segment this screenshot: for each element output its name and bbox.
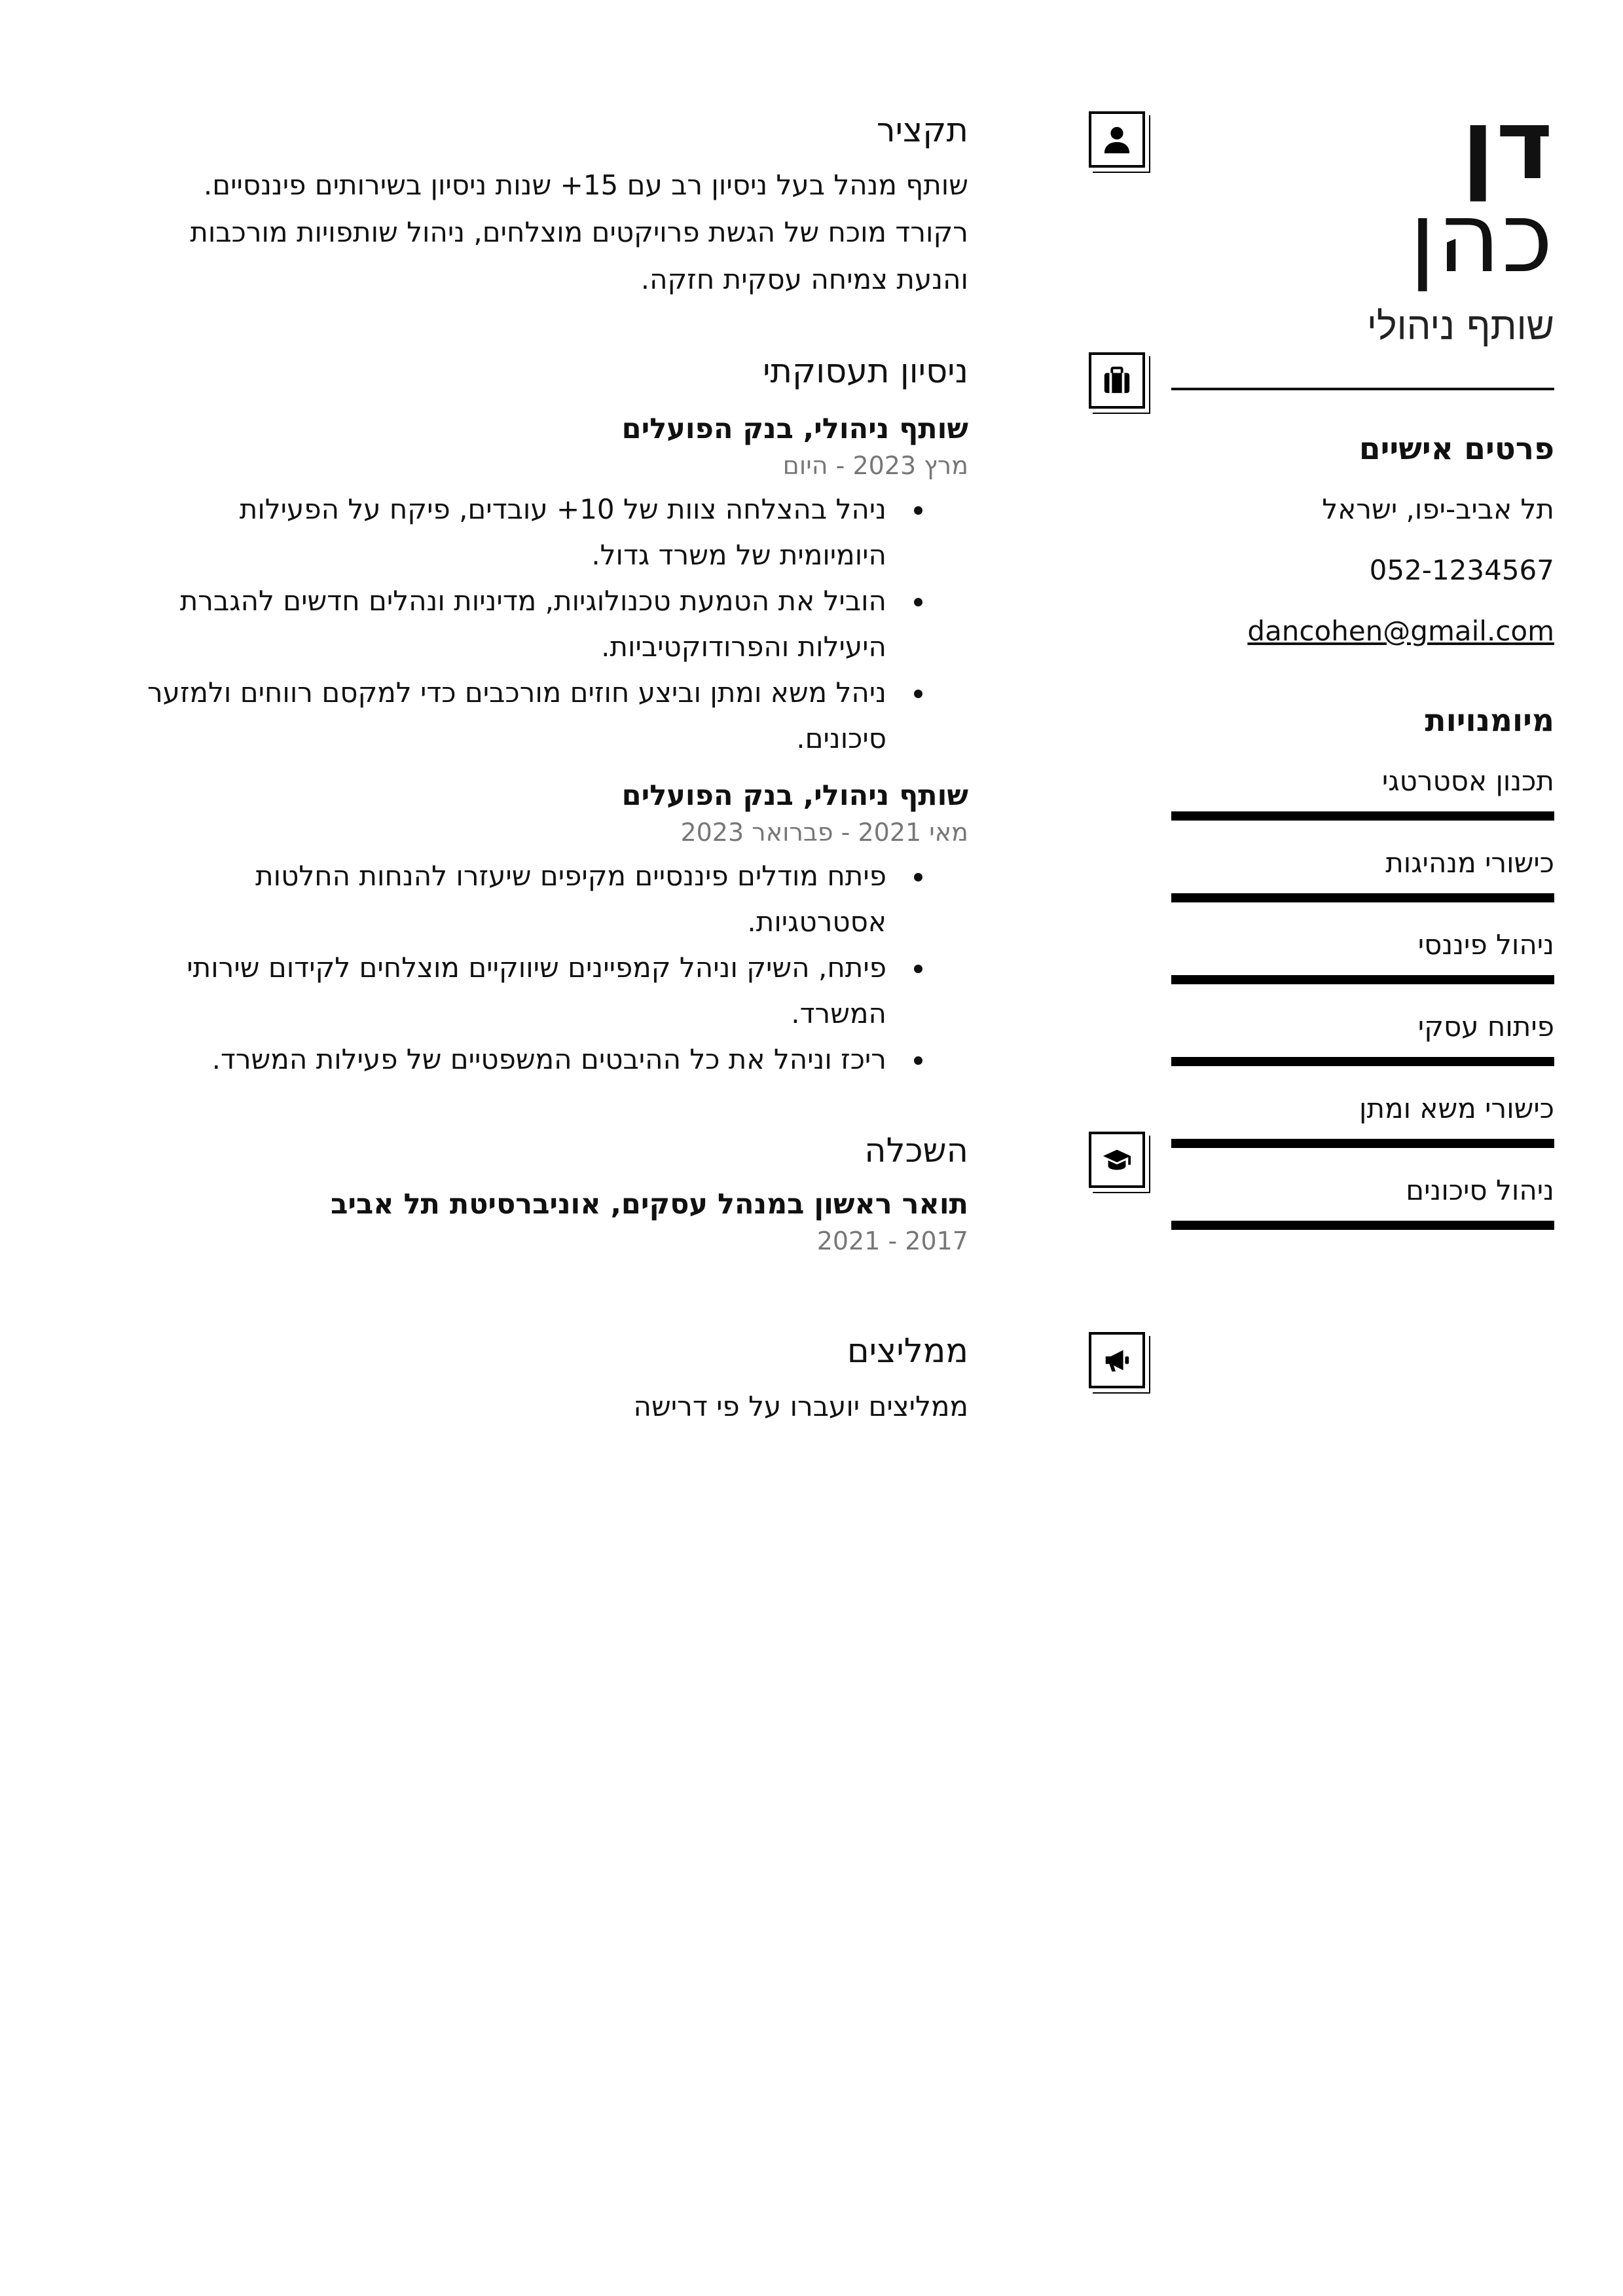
job-dates: מרץ 2023 - היום	[782, 451, 968, 480]
skill-level-bar	[1171, 1139, 1554, 1148]
education-title: השכלה	[864, 1132, 968, 1170]
skill-name: ניהול פיננסי	[1417, 929, 1554, 961]
skill-item	[1171, 1010, 1554, 1066]
sidebar	[1171, 88, 1554, 1230]
graduation-cap-icon	[1089, 1132, 1145, 1188]
personal-details-heading: פרטים אישיים	[1359, 431, 1554, 467]
skill-level-bar	[1171, 975, 1554, 984]
skill-item	[1171, 1092, 1554, 1148]
job-heading: שותף ניהולי, בנק הפועלים	[621, 413, 968, 445]
skill-item	[1171, 765, 1554, 821]
skill-name: ניהול סיכונים	[1406, 1174, 1554, 1206]
job-bullet: ריכז וניהל את כל ההיבטים המשפטיים של פעילות המשרד.	[147, 1037, 968, 1083]
summary-title: תקציר	[876, 111, 968, 150]
job-bullet: פיתח מודלים פיננסיים מקיפים שיעזרו להנחות החלטות אסטרטגיות.	[147, 853, 968, 945]
education-heading: תואר ראשון במנהל עסקים, אוניברסיטת תל אביב	[331, 1188, 968, 1221]
references-title: ממליצים	[847, 1332, 968, 1371]
summary-section	[147, 108, 968, 303]
skill-item	[1171, 847, 1554, 902]
job-bullet: ניהל בהצלחה צוות של 10+ עובדים, פיקח על הפעילות היומיומית של משרד גדול.	[147, 487, 968, 578]
education-section	[147, 1128, 968, 1257]
skill-level-bar	[1171, 893, 1554, 902]
job-bullet: ניהל משא ומתן וביצע חוזים מורכבים כדי למקסם רווחים ולמזער סיכונים.	[147, 670, 968, 762]
references-section	[147, 1329, 968, 1430]
job-bullets	[147, 487, 968, 762]
email	[1171, 615, 1554, 647]
job-heading: שותף ניהולי, בנק הפועלים	[621, 779, 968, 812]
skills-heading: מיומנויות	[1425, 703, 1554, 739]
skill-item	[1171, 1174, 1554, 1230]
job-bullet: הוביל את הטמעת טכנולוגיות, מדיניות ונהלים חדשים להגברת היעילות והפרודוקטיביות.	[147, 578, 968, 670]
job-title: שותף ניהולי	[1366, 304, 1554, 348]
location: תל אביב-יפו, ישראל	[1322, 493, 1554, 525]
skill-level-bar	[1171, 1221, 1554, 1230]
skill-name: פיתוח עסקי	[1417, 1010, 1554, 1043]
user-icon	[1089, 111, 1145, 168]
main-column	[147, 108, 968, 1430]
job-bullet: פיתח, השיק וניהל קמפיינים שיווקיים מוצלחים לקידום שירותי המשרד.	[147, 945, 968, 1037]
skill-level-bar	[1171, 811, 1554, 821]
job-entry	[147, 775, 968, 1083]
skill-name: תכנון אסטרטגי	[1381, 765, 1554, 797]
skill-name: כישורי משא ומתן	[1359, 1092, 1554, 1124]
last-name: כהן	[1409, 181, 1554, 294]
experience-section	[147, 349, 968, 1083]
education-dates: 2017 - 2021	[816, 1227, 968, 1255]
phone: 052-1234567	[1369, 554, 1554, 586]
megaphone-icon	[1089, 1332, 1145, 1388]
job-dates: מאי 2021 - פברואר 2023	[680, 818, 968, 847]
job-entry	[147, 408, 968, 762]
email-link[interactable]: dancohen@gmail.com	[1247, 615, 1554, 647]
skill-item	[1171, 929, 1554, 984]
first-name: דן	[1461, 88, 1554, 201]
skill-name: כישורי מנהיגות	[1385, 847, 1554, 879]
skill-level-bar	[1171, 1057, 1554, 1066]
summary-text: שותף מנהל בעל ניסיון רב עם 15+ שנות ניסיון בשירותים פיננסיים. רקורד מוכח של הגשת פרויקטים מוצלחים, ניהול שותפויות מורכבות והנעת צמיחה עסקית חזקה.	[190, 169, 968, 295]
sidebar-divider	[1171, 388, 1554, 390]
references-text: ממליצים יועברו על פי דרישה	[633, 1390, 968, 1422]
experience-title: ניסיון תעסוקתי	[763, 352, 968, 391]
skills-list	[1171, 765, 1554, 1230]
job-bullets	[147, 853, 968, 1083]
briefcase-icon	[1089, 352, 1145, 409]
